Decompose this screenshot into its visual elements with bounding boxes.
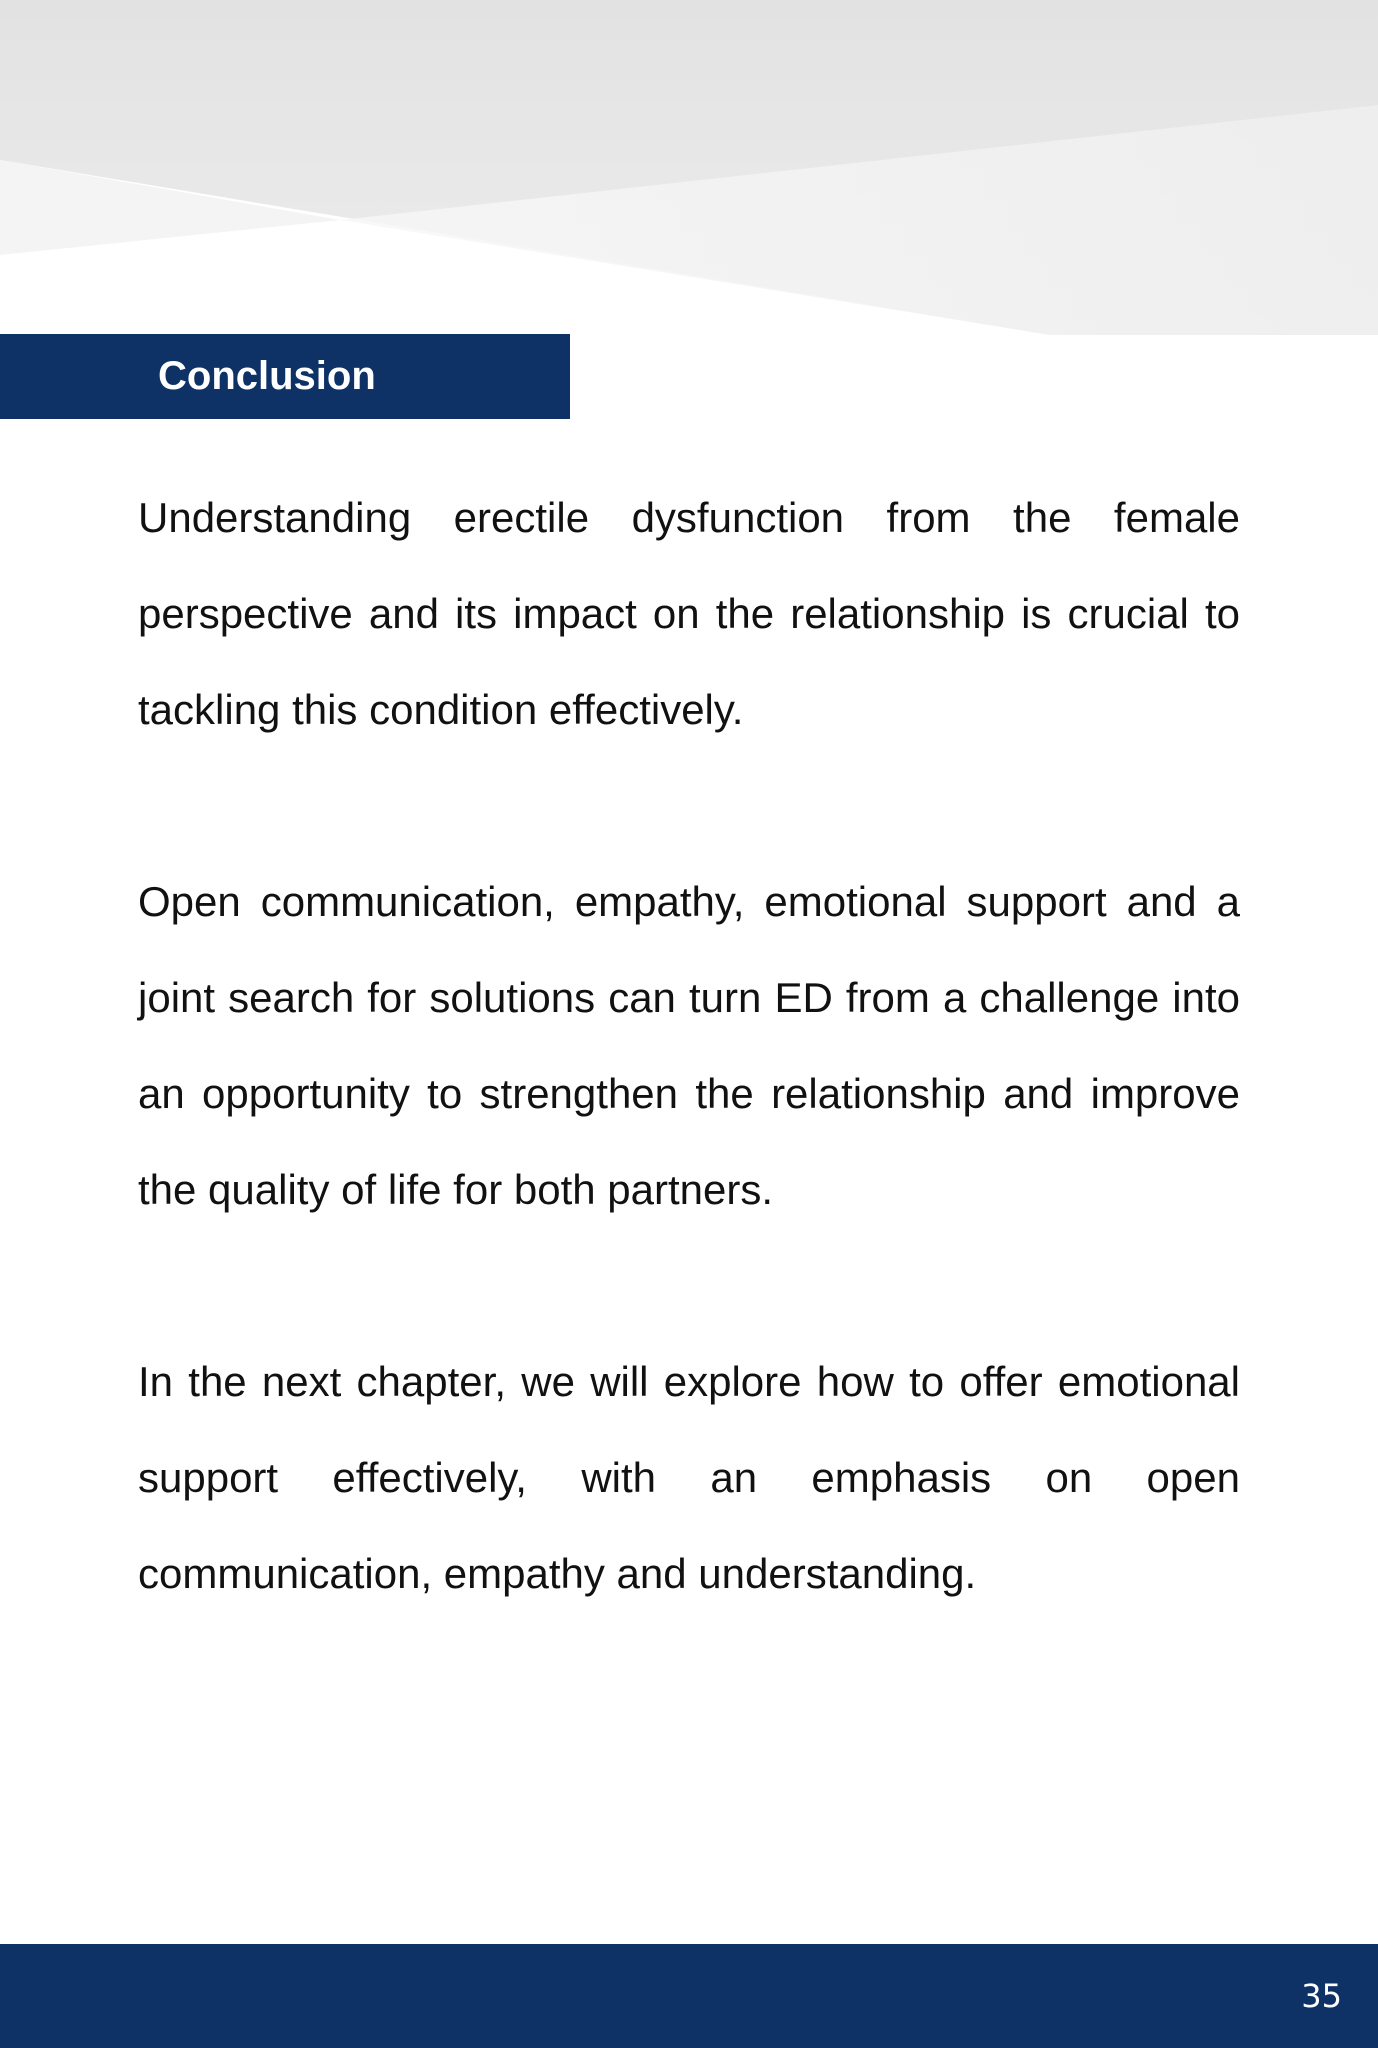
footer-bar bbox=[0, 1944, 1378, 2048]
page-number: 35 bbox=[1301, 1977, 1342, 2015]
paragraph-1: Understanding erectile dysfunction from the female perspective and its impact on the relationship is crucial to tackling this condition effectively. bbox=[138, 494, 1240, 733]
paragraph-2: Open communication, empathy, emotional support and a joint search for solutions can turn ED from a challenge into an opportunity to strengthen the relationship and improve the quality of life for both partners. bbox=[138, 878, 1240, 1213]
paragraph-3: In the next chapter, we will explore how to offer emotional support effectively, with an emphasis on open communication, empathy and understanding. bbox=[138, 1358, 1240, 1597]
header-decoration bbox=[0, 0, 1378, 340]
body-text bbox=[138, 470, 1240, 1718]
section-title: Conclusion bbox=[158, 354, 376, 398]
